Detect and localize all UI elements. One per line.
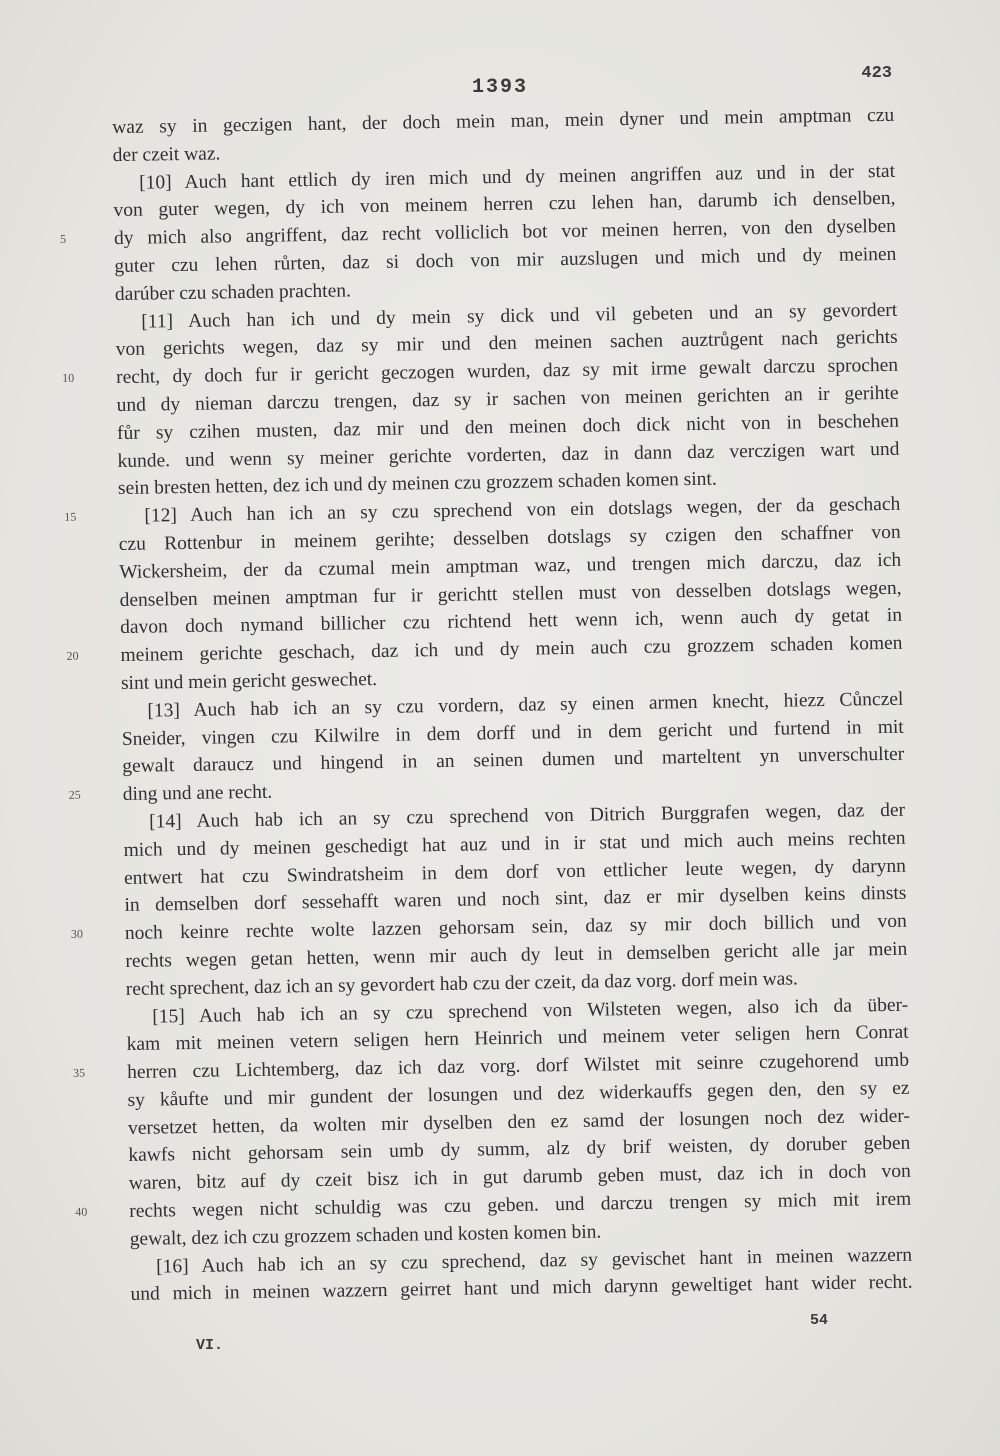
line-number: 15 <box>64 509 77 525</box>
line-text: [16] Auch hab ich an sy czu sprechend, daz sy gevischet hant in meinen wazzern <box>155 1244 913 1278</box>
line-number: 40 <box>75 1204 88 1219</box>
line-text: [13] Auch hab ich an sy czu vordern, daz sy einen armen knecht, hiezz Cůnczel <box>147 688 904 722</box>
line-text: guter czu lehen růrten, daz si doch von mir auzslugen und mich und dy meinen <box>114 243 897 278</box>
line-number <box>74 1115 114 1116</box>
line-text: davon doch nymand billicher czu richtend hett wenn ich, wenn auch dy getat in <box>119 605 903 639</box>
line-number <box>62 392 102 393</box>
line-text: waz sy in geczigen hant, der doch mein man, mein dyner und mein amptman czu <box>112 104 895 139</box>
line-number <box>74 1143 114 1144</box>
line-text: gewalt, dez ich czu grozzem schaden und kosten komen bin. <box>129 1221 602 1250</box>
line-number: 20 <box>66 648 79 664</box>
line-text: versetzet hetten, da wolten mir dyselben den ez samd der losungen noch dez wider- <box>127 1105 911 1139</box>
line-number <box>68 754 108 755</box>
line-number <box>76 1226 116 1227</box>
line-number <box>63 420 103 421</box>
line-number <box>68 726 108 727</box>
line-text: ding und ane recht. <box>122 781 273 806</box>
line-number <box>58 142 98 143</box>
line-number <box>65 559 105 560</box>
line-number <box>67 698 107 699</box>
line-number <box>67 670 107 671</box>
line-text: dy mich also angriffent, daz recht volliclich bot vor meinen herren, von den dyselben <box>113 215 897 250</box>
line-number <box>61 309 101 310</box>
line-number: 35 <box>72 1065 86 1080</box>
line-number <box>73 1087 113 1088</box>
line-number <box>69 809 109 810</box>
line-text: [12] Auch han ich an sy czu sprechend von ein dotslags wegen, der da geschach <box>144 493 901 527</box>
line-text: von gerichts wegen, daz sy mir und den meinen sachen auztrůgent nach gerichts <box>115 327 898 361</box>
line-text: sein bresten hetten, dez ich und dy meinen czu grozzem schaden komen sint. <box>117 469 717 500</box>
line-text: und mich in meinen wazzern geirret hant und mich darynn geweltiget hant wider recht. <box>130 1272 913 1306</box>
line-text: in demselben dorf sessehafft waren und noch sint, daz er mir dyselben keins dinsts <box>124 883 907 917</box>
line-text: rechts wegen nicht schuldig was czu geben. und darczu trengen sy mich mit irem <box>129 1188 912 1223</box>
line-number <box>65 587 105 588</box>
line-number <box>60 253 100 254</box>
line-text: sy kåufte und mir gundent der losungen und dez widerkauffs gegen den, den sy ez <box>127 1077 910 1111</box>
sheet-number: 54 <box>809 1312 828 1329</box>
line-text: sint und mein gericht geswechet. <box>120 668 378 694</box>
line-text: gewalt daraucz und hingend in an seinen dumen und marteltent yn unverschulter <box>122 744 905 778</box>
line-number <box>72 1031 112 1032</box>
line-text: [11] Auch han ich und dy mein sy dick und vil gebeten und an sy gevordert <box>141 299 898 333</box>
line-text: rechts wegen getan hetten, wenn mir auch dy leut in demselben gericht alle jar mein <box>125 938 908 972</box>
line-number <box>70 865 110 866</box>
line-number <box>58 114 98 115</box>
line-number <box>66 615 106 616</box>
line-number: 5 <box>59 232 67 247</box>
line-number <box>72 976 112 977</box>
line-text: [10] Auch hant ettlich dy iren mich und dy meinen angriffen auz und in der stat <box>138 160 896 194</box>
line-text: mich und dy meinen geschedigt hat auz und in ir stat und mich auch meins rechten <box>123 827 906 861</box>
line-text: fůr sy czihen musten, daz mir und den meinen doch dick nicht von in beschehen <box>116 410 900 444</box>
line-text: [14] Auch hab ich an sy czu sprechend von Ditrich Burggrafen wegen, daz der <box>149 799 906 833</box>
signature-mark: VI. <box>196 1337 224 1354</box>
line-number <box>64 476 104 477</box>
line-text: Wickersheim, der da czumal mein amptman waz, und trengen mich darczu, daz ich <box>119 549 902 583</box>
line-number <box>65 531 105 532</box>
line-text: meinem gerichte geschach, daz ich und dy mein auch czu grozzem schaden komen <box>120 632 903 667</box>
line-text: [15] Auch hab ich an sy czu sprechend von Wilsteten wegen, also ich da über- <box>152 994 909 1028</box>
line-number <box>63 448 103 449</box>
line-text: czu Rottenbur in meinem gerihte; desselben dotslags sy czigen den schaffner von <box>118 521 901 555</box>
line-text: herren czu Lichtemberg, daz ich daz vorg. dorf Wilstet mit seinre czugehorend umb <box>126 1049 910 1084</box>
line-text: der czeit waz. <box>112 143 221 166</box>
line-number <box>71 948 111 949</box>
line-text: darúber czu schaden prachten. <box>114 280 352 305</box>
line-number <box>69 837 109 838</box>
line-number: 10 <box>62 370 75 386</box>
running-head-year: 1393 <box>471 76 528 99</box>
line-text: kawfs nicht gehorsam sein umb dy summ, alz dy brif weisten, dy doruber geben <box>128 1133 911 1167</box>
line-number <box>62 337 102 338</box>
line-number: 30 <box>70 926 84 941</box>
line-text: entwert hat czu Swindratsheim in dem dorf von ettlicher leute wegen, dy darynn <box>123 855 907 889</box>
line-number: 25 <box>68 787 81 802</box>
line-text: von guter wegen, dy ich von meinem herren czu lehen han, darumb ich denselben, <box>113 188 896 222</box>
line-number <box>72 1004 112 1005</box>
line-text: recht, dy doch fur ir gericht geczogen wurden, daz sy mit irme gewalt darczu sprochen <box>116 354 899 389</box>
line-text: kam mit meinen vetern seligen hern Heinrich und meinem veter seligen hern Conrat <box>126 1021 909 1056</box>
line-text: und dy nieman darczu trengen, daz sy ir sachen von meinen gerichten an ir gerihte <box>116 382 899 417</box>
line-number <box>76 1254 116 1255</box>
line-number <box>59 198 99 199</box>
line-text: waren, bitz auf dy czeit bisz ich in gut darumb geben must, daz ich in doch von <box>128 1160 911 1195</box>
line-text: kunde. und wenn sy meiner gerichte vorderten, daz in dann daz verczigen wart und <box>117 438 900 472</box>
line-number <box>75 1170 115 1171</box>
line-text: recht sprechent, daz ich an sy gevordert hab czu der czeit, da daz vorg. dorf mein was. <box>125 968 798 1000</box>
line-number <box>76 1282 116 1283</box>
line-number <box>59 170 99 171</box>
line-number <box>61 281 101 282</box>
line-text: Sneider, vingen czu Kilwilre in dem dorff und in dem gericht und furtend in mit <box>121 716 904 750</box>
line-text: noch keinre rechte wolte lazzen gehorsam sein, daz sy mir doch billich und von <box>124 910 907 945</box>
line-number <box>70 893 110 894</box>
document-body <box>0 100 1000 1311</box>
line-text: denselben meinen amptman fur ir gerichtt stellen must von desselben dotslags wegen, <box>119 577 902 611</box>
page-number: 423 <box>861 64 892 83</box>
